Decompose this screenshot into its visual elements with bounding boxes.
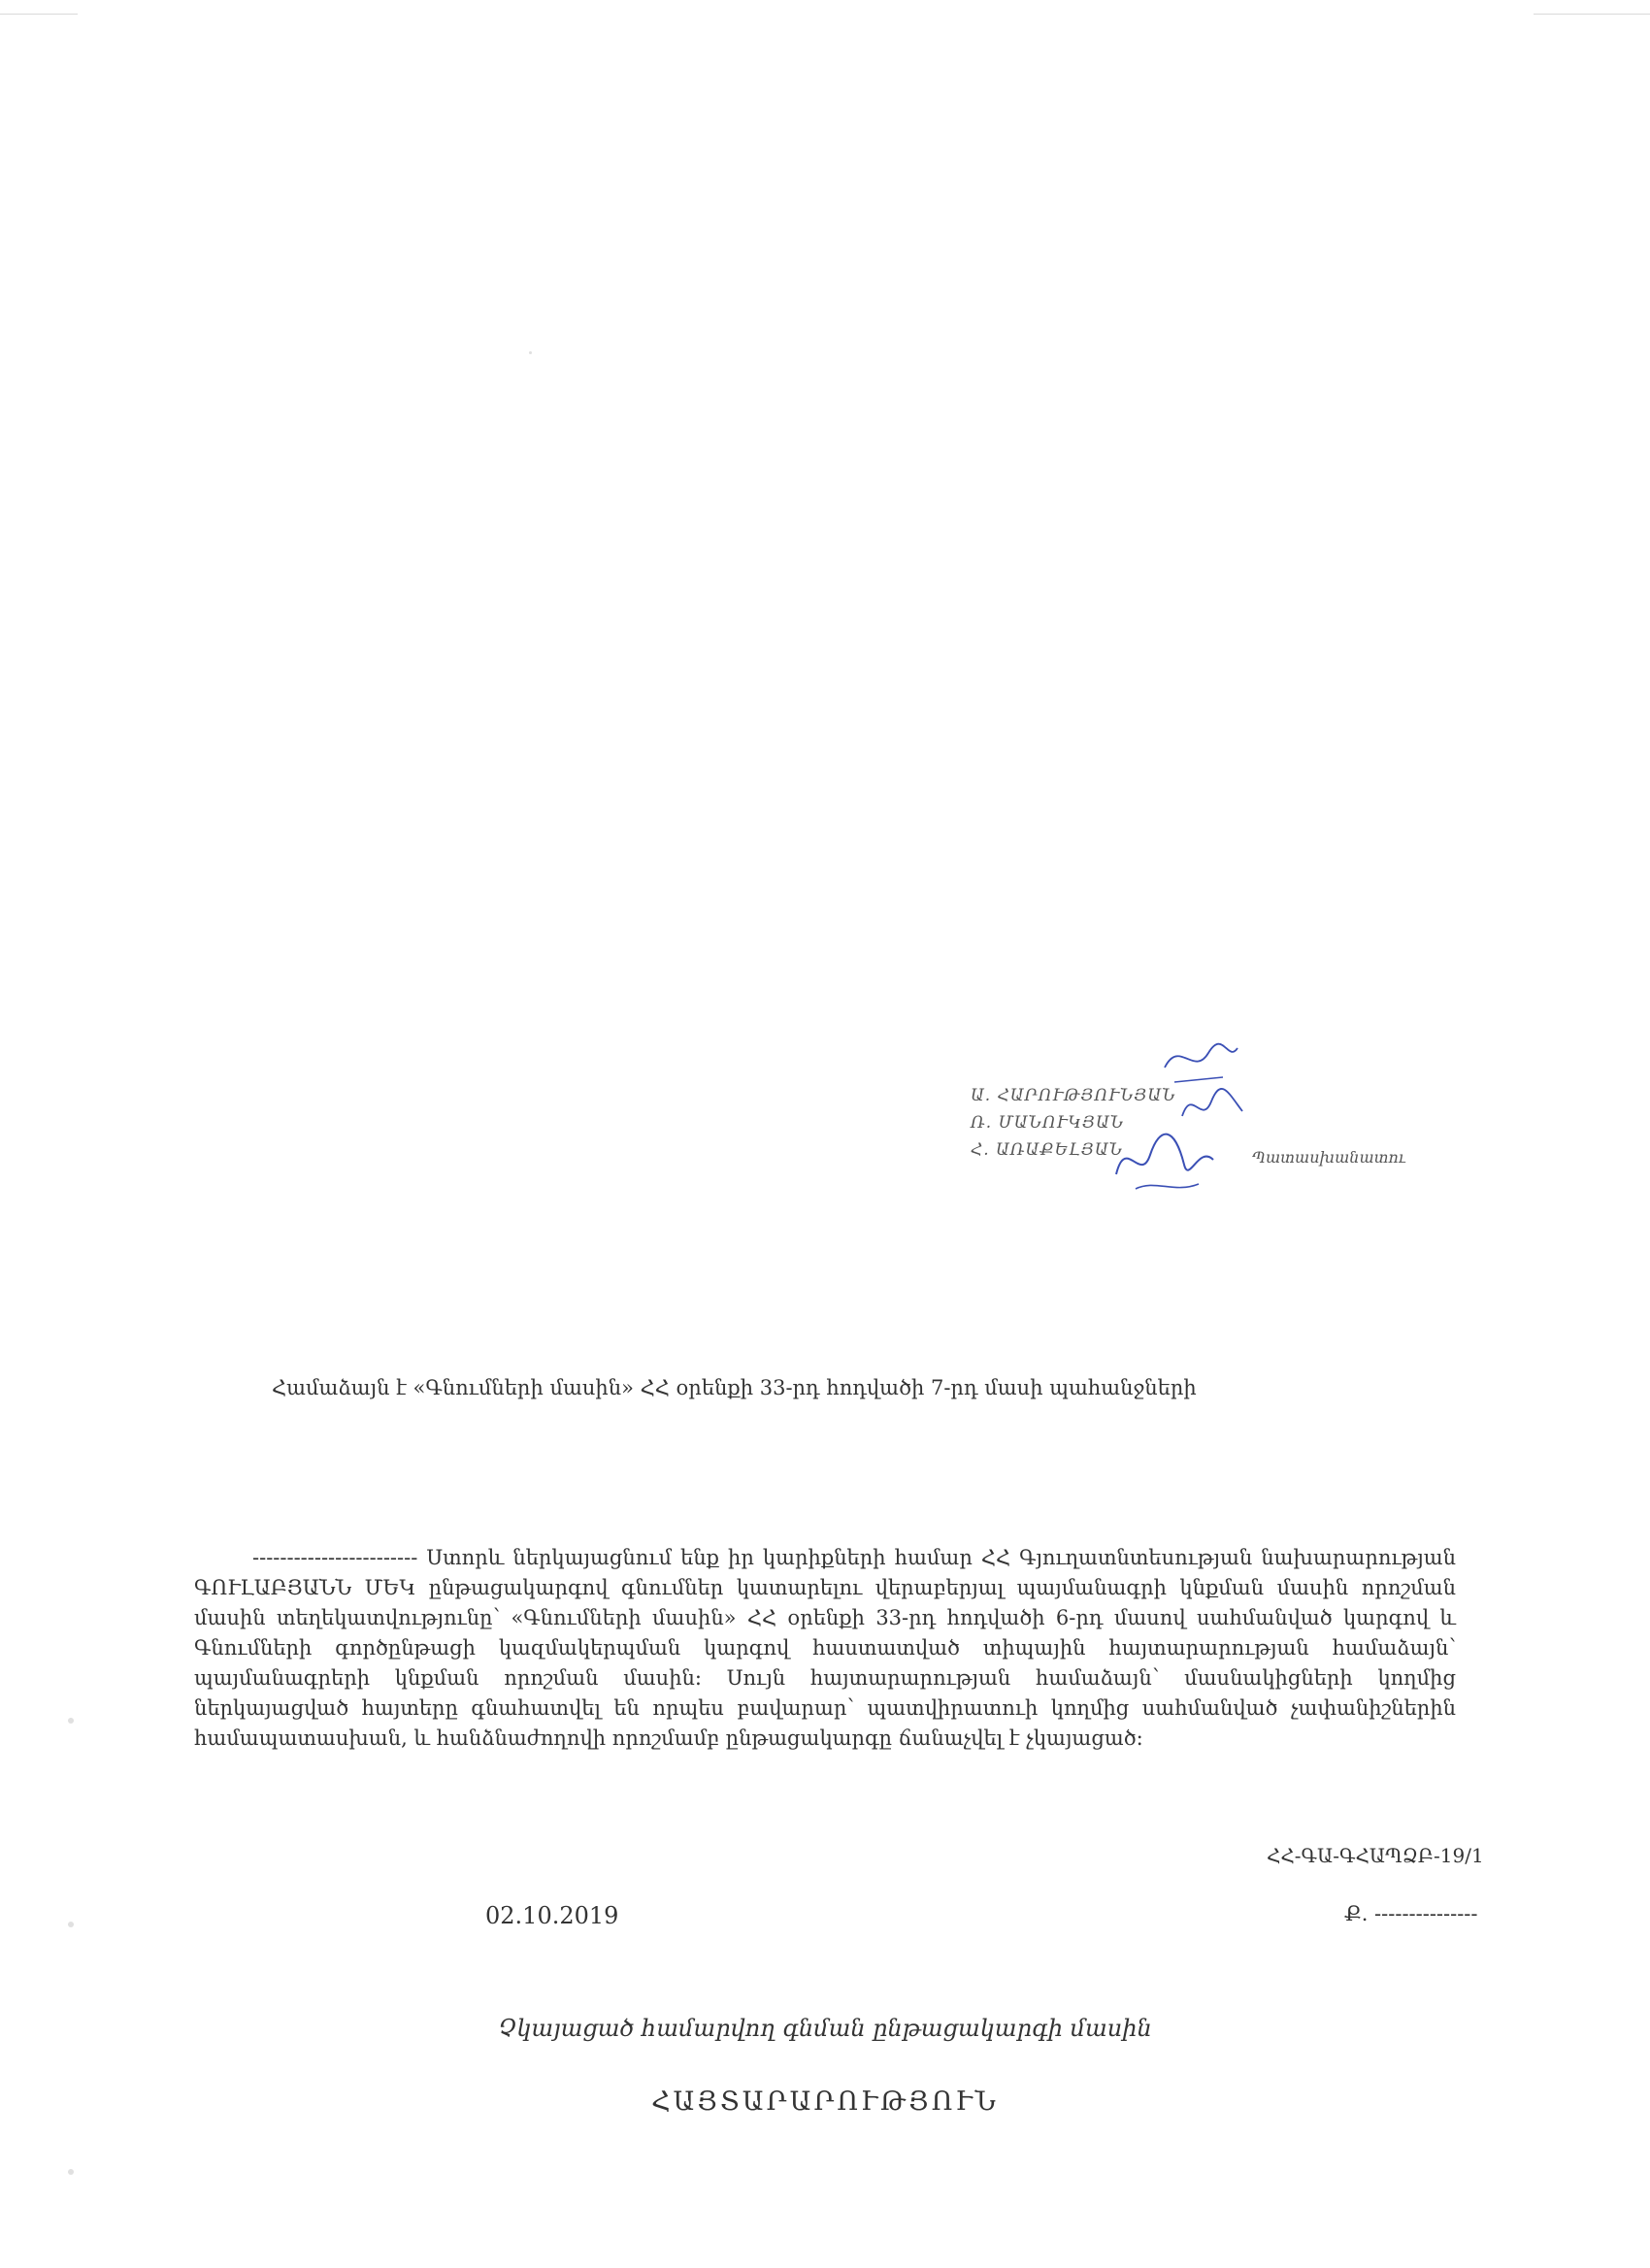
scan-speck: [68, 1922, 74, 1927]
scan-edge-line-right: [1534, 14, 1650, 15]
city-label: Ք. ---------------: [1344, 1902, 1478, 1925]
document-subtitle: Չկայացած համարվող գնման ընթացակարգի մասին: [498, 2015, 1152, 2042]
body-text: [194, 1543, 1456, 1754]
scan-speck: [68, 1718, 74, 1724]
signatory-name: Հ. ԱՌԱՔԵԼՅԱՆ: [971, 1140, 1124, 1160]
document-title: ՀԱՅՏԱՐԱՐՈՒԹՅՈՒՆ: [651, 2087, 999, 2117]
body-paragraph: ------------------------ Ստորև ներկայացնում ենք իր կարիքների համար ՀՀ Գյուղատնտեսության նախարարության ԳՈՒԼԱԲՅԱՆՆ ՄԵԿ ընթացակարգով գնումներ կատարելու վերաբերյալ պայմանագրի կնքման մասին որոշման մասին տեղեկատվությունը՝ «Գնումների մասին» ՀՀ օրենքի 33-րդ հոդվածի 6-րդ մասով սահմանված կարգով և Գնումների գործընթացի կազմակերպման կարգով հաստատված տիպային հայտարարության համաձայն՝ պայմանագրերի կնքման որոշման մասին։ Սույն հայտարարության համաձայն՝ մասնակիցների կողմից ներկայացված հայտերը գնահատվել են որպես բավարար՝ պատվիրատուի կողմից սահմանված չափանիշներին համապատասխան, և հանձնաժողովի որոշմամբ ընթացակարգը ճանաչվել է չկայացած։: [194, 1546, 1456, 1750]
closing-line: Համաձայն է «Գնումների մասին» ՀՀ օրենքի 33-րդ հոդվածի 7-րդ մասի պահանջների: [272, 1376, 1197, 1399]
scan-speck: [68, 2169, 74, 2175]
signatory-name: Ռ. ՄԱՆՈՒԿՅԱՆ: [971, 1113, 1125, 1133]
signatory-name: Ա. ՀԱՐՈՒԹՅՈՒՆՅԱՆ: [971, 1086, 1176, 1105]
scan-speck: [529, 351, 532, 354]
registration-number: ՀՀ-ԳԱ-ԳՀԱՊՁԲ-19/1: [1267, 1844, 1484, 1867]
handwritten-signature-3: [1155, 1034, 1242, 1092]
signature-block: [951, 1034, 1406, 1228]
scan-edge-line-left: [0, 14, 78, 15]
signature-label: Պատասխանատու: [1252, 1148, 1406, 1167]
document-date: 02.10.2019: [485, 1902, 619, 1929]
